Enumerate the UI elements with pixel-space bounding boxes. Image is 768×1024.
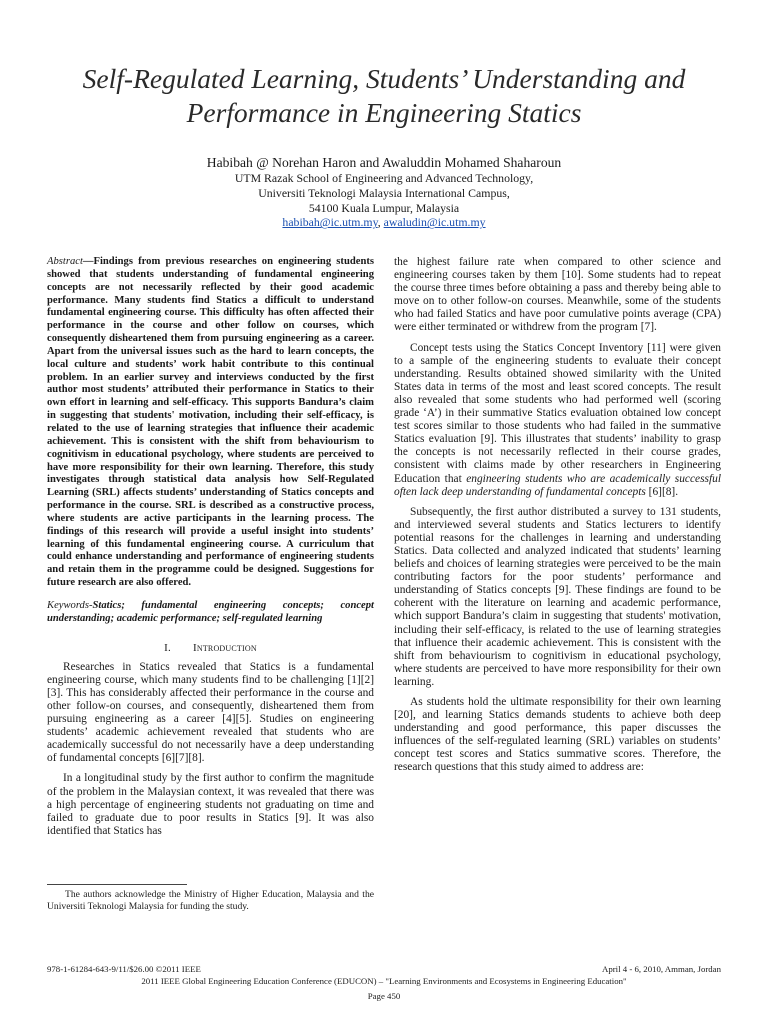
author-emails <box>0 215 768 230</box>
affiliation-line-1: UTM Razak School of Engineering and Advanced Technology, <box>234 171 534 185</box>
footnote <box>47 889 374 913</box>
affiliation-line-3: 54100 Kuala Lumpur, Malaysia <box>308 200 460 215</box>
affiliation-line-2: Universiti Teknologi Malaysia International Campus, <box>258 185 510 200</box>
keywords-text: Statics; fundamental engineering concepts; concept understanding; academic performance; self-regulated learning <box>47 599 374 624</box>
right-paragraph-4: As students hold the ultimate responsibility for their own learning [20], and learning Statics demands students to achieve both deep understanding and good performance, this paper discusses the influences of the self-regulated learning (SRL) variables on students’ concept test scores and Statics summative scores. Therefore, the research questions that this study aimed to address are: <box>394 696 721 774</box>
intro-paragraph-1: Researches in Statics revealed that Statics is a fundamental engineering course, which many students find to be challenging [1][2][3]. This has considerably affected their performance in the course and other follow-on courses, and consequently, disheartened them from pursuing engineering as a career [4][5]. Studies on engineering students’ academic achievement revealed that students who are academically successful do not necessarily have a deep understanding of fundamental concepts [6][7][8]. <box>47 660 374 765</box>
right-paragraph-2-part-a: Concept tests using the Statics Concept Inventory [11] were given to a sample of the engineering students to evaluate their concept understanding. Results obtained showed similarity with the United States data in terms of the most and least scored concepts. The result also revealed that some students who had performed well (scoring grade ‘A’) in their summative Statics evaluation obtained low concept test scores similar to those students who had failed in the summative Statics evaluation [9]. This illustrates that students’ inability to grasp the concepts is not necessarily reflected in their course grades, consistent with claims made by other researchers in Engineering Education that <box>394 341 721 485</box>
email-separator: , <box>377 215 384 230</box>
right-paragraph-2-italic: engineering students who are academically successful often lack deep understanding of fundamental concepts <box>394 472 721 498</box>
section-title: Introduction <box>192 641 257 654</box>
footer-conference: 2011 IEEE Global Engineering Education Conference (EDUCON) – "Learning Environments and Ecosystems in Engineering Education" <box>141 976 627 986</box>
right-paragraph-2-part-b: [6][8]. <box>645 485 679 498</box>
section-heading-introduction <box>47 642 374 655</box>
abstract <box>47 256 374 590</box>
right-paragraph-1: the highest failure rate when compared to other science and engineering courses taken by them [10]. Some students had to repeat the course three times before obtaining a pass and thereby being able to move on to other follow-on courses. Meanwhile, some of the students who had failed Statics and have poor cumulative points average (CPA) were either terminated or withdrew from the program [7]. <box>394 256 721 334</box>
email-link-2[interactable]: awaludin@ic.utm.my <box>383 215 486 230</box>
footer-isbn: 978-1-61284-643-9/11/$26.00 ©2011 IEEE <box>47 964 201 974</box>
right-column <box>394 256 721 782</box>
keywords <box>47 600 374 626</box>
author-list: Habibah @ Norehan Haron and Awaluddin Mohamed Shaharoun <box>206 155 562 170</box>
abstract-dash: — <box>82 256 94 267</box>
page-number: Page 450 <box>367 991 401 1001</box>
section-number: I. <box>164 641 171 654</box>
right-paragraph-2 <box>394 342 721 499</box>
footnote-text: The authors acknowledge the Ministry of Higher Education, Malaysia and the Universiti Teknologi Malaysia for funding the study. <box>47 889 374 912</box>
right-paragraph-3: Subsequently, the first author distributed a survey to 131 students, and interviewed several students and Statics lecturers to identify potential reasons for the challenges in learning and understanding Statics. Data collected and analyzed indicated that students’ learning beliefs and choices of learning strategies were perceived to be the main contributing factors for the poor students’ performance and understanding of Statics concepts [9]. These findings are found to be coherent with the literature on learning and academic performance, which support Bandura’s claim in suggesting that students' motivation, including their self-efficacy, is related to the use of learning strategies that influence their academic achievement. This is consistent with the shift from behaviourism to cognitivism in educational psychology, where students are perceived to have more responsibility for their own learning. <box>394 505 721 688</box>
intro-paragraph-2: In a longitudinal study by the first author to confirm the magnitude of the problem in the Malaysian context, it was revealed that there was a high percentage of engineering students not graduating on time and failed to graduate due to poor results in Statics [9]. It was also identified that Statics has <box>47 772 374 837</box>
footnote-divider <box>47 884 187 885</box>
paper-title: Self-Regulated Learning, Students’ Understanding and Performance in Engineering Statics <box>82 63 686 128</box>
email-link-1[interactable]: habibah@ic.utm.my <box>282 215 378 230</box>
keywords-label: Keywords- <box>47 599 93 611</box>
abstract-label: Abstract <box>47 256 83 267</box>
affiliation <box>0 171 768 230</box>
footer-date-place: April 4 - 6, 2010, Amman, Jordan <box>602 964 721 974</box>
left-column <box>47 256 374 845</box>
abstract-text: Findings from previous researches on engineering students showed that students understanding of fundamental engineering concepts are not necessarily reflected by their good academic performance. Many students find Statics a difficult to understand fundamental engineering course. This difficulty has often affected their performance in the course and other follow on courses, which consequently disheartened them from pursuing engineering as a career. Apart from the universal issues such as the hard to learn concepts, the local culture and students’ work habit contribute to this continual problem. In an earlier survey and interviews conducted by the first author most students’ attributed their performance in Statics to their own effort in learning and self-efficacy. This supports Bandura’s claim in suggesting that students' motivation, including their self-efficacy, is related to the use of learning strategies that influence their academic achievement. This is consistent with the shift from behaviourism to cognitivism in educational psychology, where students are perceived to have more responsibility for their own learning. Therefore, this study investigates through statistical data analysis how Self-Regulated Learning (SRL) affects students’ understanding of Statics concepts and performance in the course. SRL is described as a constructive process, where students are active participants in the learning process. The findings of this research will provide a useful insight into students’ learning of this fundamental engineering course. A curriculum that could enhance understanding and performance of engineering students and retain them in the programme could be designed. Suggestions for future research are also offered. <box>47 256 374 589</box>
